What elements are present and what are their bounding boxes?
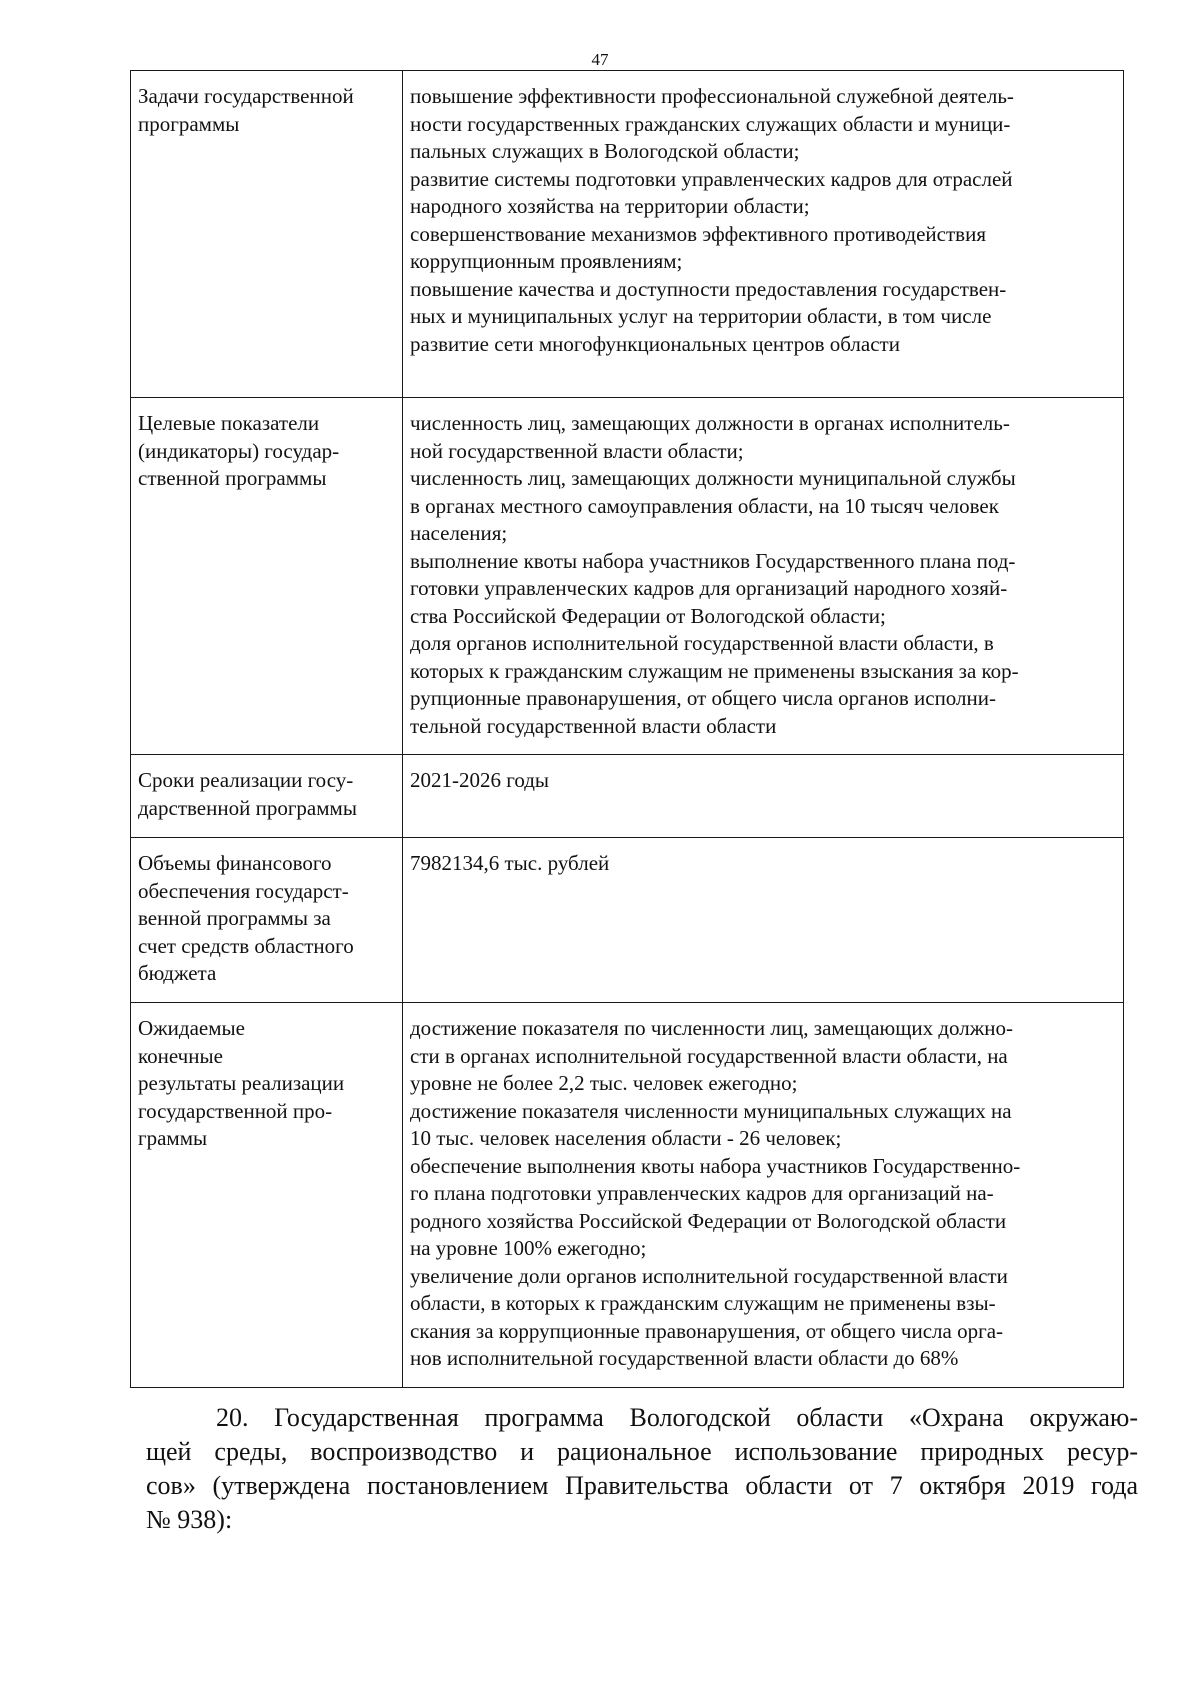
tasks-label: Задачи государственной программы bbox=[131, 71, 403, 398]
table-row-terms bbox=[131, 755, 1124, 838]
tasks-value: повышение эффективности профессиональной служебной деятель- ности государственных гражданских служащих области и муници- пальных служащих в Вологодской области; развитие системы подготовки управленческих кадров для отраслей народного хозяйства на территории области; совершенствование механизмов эффективного противодействия коррупционным проявлениям; повышение качества и доступности предоставления государствен- ных и муниципальных услуг на территории области, в том числе развитие сети многофункциональных центров области bbox=[403, 71, 1124, 398]
table-row-results bbox=[131, 1003, 1124, 1388]
results-value: достижение показателя по численности лиц, замещающих должно- сти в органах исполнительной государственной власти области, на уровне не более 2,2 тыс. человек ежегодно; достижение показателя численности муниципальных служащих на 10 тыс. человек населения области - 26 человек; обеспечение выполнения квоты набора участников Государственно- го плана подготовки управленческих кадров для организаций на- родного хозяйства Российской Федерации от Вологодской области на уровне 100% ежегодно; увеличение доли органов исполнительной государственной власти области, в которых к гражданским служащим не применены взы- скания за коррупционные правонарушения, от общего числа орга- нов исполнительной государственной власти области до 68% bbox=[403, 1003, 1124, 1388]
indicators-value: численность лиц, замещающих должности в органах исполнитель- ной государственной власти области; численность лиц, замещающих должности муниципальной службы в органах местного самоуправления области, на 10 тысяч человек населения; выполнение квоты набора участников Государственного плана под- готовки управленческих кадров для организаций народного хозяй- ства Российской Федерации от Вологодской области; доля органов исполнительной государственной власти области, в которых к гражданским служащим не применены взыскания за кор- рупционные правонарушения, от общего числа органов исполни- тельной государственной власти области bbox=[403, 398, 1124, 755]
table-row-tasks bbox=[131, 71, 1124, 398]
page-number: 47 bbox=[591, 50, 609, 69]
program-passport-table bbox=[130, 70, 1124, 1388]
table-row-indicators bbox=[131, 398, 1124, 755]
terms-label: Сроки реализации госу- дарственной программы bbox=[131, 755, 403, 838]
terms-value: 2021-2026 годы bbox=[403, 755, 1124, 838]
finance-label: Объемы финансового обеспечения государст- венной программы за счет средств областного бюджета bbox=[131, 838, 403, 1003]
results-label: Ожидаемые конечные результаты реализации государственной про- граммы bbox=[131, 1003, 403, 1388]
finance-value: 7982134,6 тыс. рублей bbox=[403, 838, 1124, 1003]
indicators-label: Целевые показатели (индикаторы) государ- ственной программы bbox=[131, 398, 403, 755]
program-20-paragraph: 20. Государственная программа Вологодской области «Охрана окружаю- щей среды, воспроизводство и рациональное использование природных ресур- сов» (утверждена постановлением Правительства области от 7 октября 2019 года № 938): bbox=[146, 1403, 1138, 1534]
table-row-finance bbox=[131, 838, 1124, 1003]
